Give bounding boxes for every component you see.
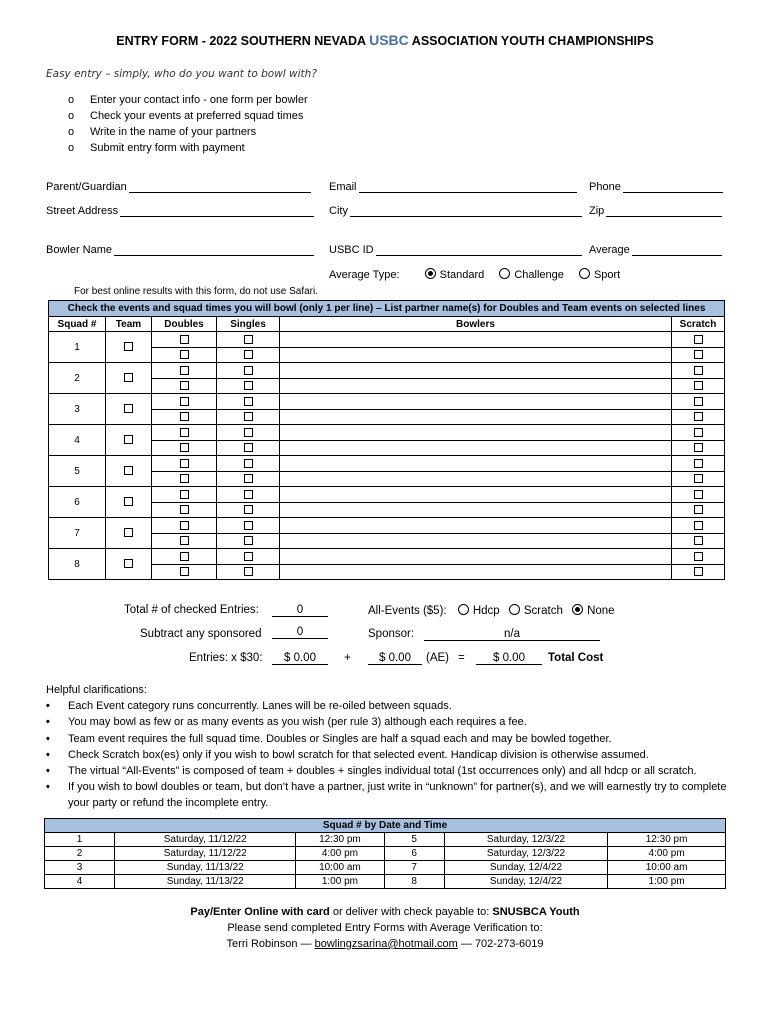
- doubles-checkbox[interactable]: [180, 536, 189, 545]
- doubles-checkbox[interactable]: [180, 490, 189, 499]
- doubles-checkbox[interactable]: [180, 443, 189, 452]
- all-events-amount[interactable]: $ 0.00: [368, 652, 422, 665]
- scratch-checkbox[interactable]: [694, 459, 703, 468]
- radio-standard[interactable]: [425, 268, 436, 279]
- team-checkbox[interactable]: [124, 528, 133, 537]
- sponsored-value[interactable]: 0: [272, 626, 328, 639]
- radio-sport[interactable]: [579, 268, 590, 279]
- singles-checkbox[interactable]: [244, 490, 253, 499]
- squad-number: 7: [49, 518, 106, 549]
- bowlers-cell[interactable]: [280, 549, 672, 565]
- bowlers-cell[interactable]: [280, 332, 672, 348]
- squad-number: 4: [49, 425, 106, 456]
- singles-checkbox[interactable]: [244, 335, 253, 344]
- scratch-checkbox[interactable]: [694, 521, 703, 530]
- usbc-id-field[interactable]: USBC ID: [329, 243, 582, 256]
- squad-number: 8: [49, 549, 106, 580]
- email-field[interactable]: Email: [329, 180, 577, 193]
- zip-field[interactable]: Zip: [589, 204, 722, 217]
- squad-number: 5: [49, 456, 106, 487]
- radio-hdcp[interactable]: [458, 604, 469, 615]
- table-row: 1 Saturday, 11/12/22 12:30 pm 5 Saturday, 12/3/22 12:30 pm: [45, 833, 726, 847]
- squad-number: 1: [49, 332, 106, 363]
- team-checkbox[interactable]: [124, 342, 133, 351]
- team-checkbox[interactable]: [124, 435, 133, 444]
- doubles-checkbox[interactable]: [180, 412, 189, 421]
- plus-sign: +: [344, 652, 351, 664]
- singles-checkbox[interactable]: [244, 412, 253, 421]
- bowlers-cell[interactable]: [280, 456, 672, 472]
- table-row: [49, 332, 725, 348]
- scratch-checkbox[interactable]: [694, 474, 703, 483]
- list-item: • Check Scratch box(es) only if you wish to bowl scratch for that selected event. Handicap division is otherwise assumed.: [46, 748, 649, 761]
- singles-checkbox[interactable]: [244, 505, 253, 514]
- doubles-checkbox[interactable]: [180, 397, 189, 406]
- singles-checkbox[interactable]: [244, 536, 253, 545]
- doubles-checkbox[interactable]: [180, 567, 189, 576]
- street-address-field[interactable]: Street Address: [46, 204, 314, 217]
- table-row: [49, 549, 725, 565]
- doubles-checkbox[interactable]: [180, 366, 189, 375]
- table-row: [49, 487, 725, 503]
- bowlers-cell[interactable]: [280, 440, 672, 456]
- steps-list: [68, 92, 308, 156]
- table-row: [49, 518, 725, 534]
- scratch-checkbox[interactable]: [694, 428, 703, 437]
- step-item: o Check your events at preferred squad times: [68, 110, 304, 122]
- entries-value[interactable]: $ 0.00: [272, 652, 328, 665]
- form-title: ENTRY FORM - 2022 SOUTHERN NEVADA USBC ASSOCIATION YOUTH CHAMPIONSHIPS: [116, 32, 654, 48]
- radio-challenge[interactable]: [499, 268, 510, 279]
- total-checked-label: Total # of checked Entries:: [124, 604, 259, 616]
- average-type-group: Average Type: Standard Challenge Sport: [329, 269, 621, 281]
- bowlers-cell[interactable]: [280, 347, 672, 363]
- safari-note: For best online results with this form, do not use Safari.: [74, 286, 318, 297]
- contact-email-link[interactable]: bowlingzsarina@hotmail.com: [314, 938, 458, 950]
- scratch-checkbox[interactable]: [694, 443, 703, 452]
- sponsor-value[interactable]: n/a: [424, 628, 600, 641]
- radio-scratch[interactable]: [509, 604, 520, 615]
- equals-sign: =: [458, 652, 465, 664]
- scratch-checkbox[interactable]: [694, 536, 703, 545]
- bowlers-cell[interactable]: [280, 564, 672, 580]
- form-subtitle: Easy entry – simply, who do you want to bowl with?: [46, 68, 317, 80]
- list-item: • If you wish to bowl doubles or team, but don’t have a partner, just write in “unknown” for partner(s), and we will earnestly try to complete your party or refund the incomplete entry.: [46, 781, 727, 810]
- doubles-checkbox[interactable]: [180, 381, 189, 390]
- singles-checkbox[interactable]: [244, 567, 253, 576]
- bowlers-cell[interactable]: [280, 518, 672, 534]
- scratch-checkbox[interactable]: [694, 381, 703, 390]
- doubles-checkbox[interactable]: [180, 428, 189, 437]
- send-instructions: Please send completed Entry Forms with Average Verification to:: [227, 922, 543, 934]
- table-row: 3 Sunday, 11/13/22 10:00 am 7 Sunday, 12/4/22 10:00 am: [45, 861, 726, 875]
- total-checked-value[interactable]: 0: [272, 604, 328, 617]
- singles-checkbox[interactable]: [244, 474, 253, 483]
- sponsored-label: Subtract any sponsored: [140, 628, 262, 640]
- scratch-checkbox[interactable]: [694, 350, 703, 359]
- helpful-clarifications: [46, 682, 736, 812]
- list-item: • Team event requires the full squad time. Doubles or Singles are half a squad each and may be bowled together.: [46, 732, 612, 745]
- doubles-checkbox[interactable]: [180, 521, 189, 530]
- total-cost-value[interactable]: $ 0.00: [476, 652, 542, 665]
- doubles-checkbox[interactable]: [180, 459, 189, 468]
- singles-checkbox[interactable]: [244, 350, 253, 359]
- col-squad: Squad #: [49, 317, 106, 332]
- parent-guardian-field[interactable]: Parent/Guardian: [46, 180, 311, 193]
- squad-number: 6: [49, 487, 106, 518]
- bowlers-cell[interactable]: [280, 363, 672, 379]
- doubles-checkbox[interactable]: [180, 505, 189, 514]
- col-singles: Singles: [217, 317, 280, 332]
- bowlers-cell[interactable]: [280, 409, 672, 425]
- bowlers-cell[interactable]: [280, 533, 672, 549]
- singles-checkbox[interactable]: [244, 521, 253, 530]
- squad-schedule-table: [44, 818, 726, 889]
- all-events-group: All-Events ($5): Hdcp Scratch None: [368, 605, 615, 617]
- doubles-checkbox[interactable]: [180, 552, 189, 561]
- entries-label: Entries: x $30:: [189, 652, 263, 664]
- team-checkbox[interactable]: [124, 466, 133, 475]
- scratch-checkbox[interactable]: [694, 335, 703, 344]
- table-row: [49, 363, 725, 379]
- doubles-checkbox[interactable]: [180, 350, 189, 359]
- bowlers-cell[interactable]: [280, 502, 672, 518]
- doubles-checkbox[interactable]: [180, 335, 189, 344]
- average-field[interactable]: Average: [589, 243, 722, 256]
- scratch-checkbox[interactable]: [694, 366, 703, 375]
- contact-line: Terri Robinson — bowlingzsarina@hotmail.com — 702-273-6019: [226, 938, 544, 950]
- team-checkbox[interactable]: [124, 404, 133, 413]
- team-checkbox[interactable]: [124, 373, 133, 382]
- table-row: 4 Sunday, 11/13/22 1:00 pm 8 Sunday, 12/4/22 1:00 pm: [45, 875, 726, 889]
- payment-instructions: Pay/Enter Online with card or deliver with check payable to: SNUSBCA Youth: [190, 906, 580, 918]
- ae-label: (AE): [426, 652, 449, 664]
- table-row: 2 Saturday, 11/12/22 4:00 pm 6 Saturday, 12/3/22 4:00 pm: [45, 847, 726, 861]
- col-bowlers: Bowlers: [280, 317, 672, 332]
- singles-checkbox[interactable]: [244, 443, 253, 452]
- step-item: o Submit entry form with payment: [68, 142, 245, 154]
- scratch-checkbox[interactable]: [694, 490, 703, 499]
- scratch-checkbox[interactable]: [694, 505, 703, 514]
- squad-number: 2: [49, 363, 106, 394]
- phone-field[interactable]: Phone: [589, 180, 723, 193]
- help-heading: Helpful clarifications:: [46, 684, 147, 696]
- singles-checkbox[interactable]: [244, 397, 253, 406]
- singles-checkbox[interactable]: [244, 428, 253, 437]
- list-item: • Each Event category runs concurrently. Lanes will be re-oiled between squads.: [46, 700, 452, 713]
- step-item: o Enter your contact info - one form per bowler: [68, 94, 308, 106]
- events-table: [48, 300, 725, 580]
- col-team: Team: [106, 317, 152, 332]
- table-row: [49, 394, 725, 410]
- squad-number: 3: [49, 394, 106, 425]
- table-row: [49, 456, 725, 472]
- col-doubles: Doubles: [152, 317, 217, 332]
- city-field[interactable]: City: [329, 204, 582, 217]
- singles-checkbox[interactable]: [244, 459, 253, 468]
- sponsor-label: Sponsor:: [368, 628, 415, 640]
- scratch-checkbox[interactable]: [694, 567, 703, 576]
- events-table-banner: Check the events and squad times you will bowl (only 1 per line) – List partner name(s) for Doubles and Team events on selected lines: [49, 301, 725, 317]
- radio-none[interactable]: [572, 604, 583, 615]
- bowler-name-field[interactable]: Bowler Name: [46, 243, 314, 256]
- scratch-checkbox[interactable]: [694, 552, 703, 561]
- bowlers-cell[interactable]: [280, 394, 672, 410]
- team-checkbox[interactable]: [124, 497, 133, 506]
- bowlers-cell[interactable]: [280, 471, 672, 487]
- col-scratch: Scratch: [672, 317, 725, 332]
- singles-checkbox[interactable]: [244, 552, 253, 561]
- singles-checkbox[interactable]: [244, 366, 253, 375]
- scratch-checkbox[interactable]: [694, 412, 703, 421]
- bowlers-cell[interactable]: [280, 487, 672, 503]
- bowlers-cell[interactable]: [280, 425, 672, 441]
- bowlers-cell[interactable]: [280, 378, 672, 394]
- table-row: [49, 425, 725, 441]
- scratch-checkbox[interactable]: [694, 397, 703, 406]
- singles-checkbox[interactable]: [244, 381, 253, 390]
- step-item: o Write in the name of your partners: [68, 126, 257, 138]
- team-checkbox[interactable]: [124, 559, 133, 568]
- list-item: • You may bowl as few or as many events as you wish (per rule 3) although each requires a fee.: [46, 716, 527, 729]
- doubles-checkbox[interactable]: [180, 474, 189, 483]
- total-cost-label: Total Cost: [548, 652, 604, 664]
- usbc-logo-text: USBC: [369, 32, 409, 48]
- schedule-banner: Squad # by Date and Time: [45, 819, 726, 833]
- list-item: • The virtual “All-Events” is composed of team + doubles + singles individual total (1st occurrences only) and all hdcp or all scratch.: [46, 765, 697, 778]
